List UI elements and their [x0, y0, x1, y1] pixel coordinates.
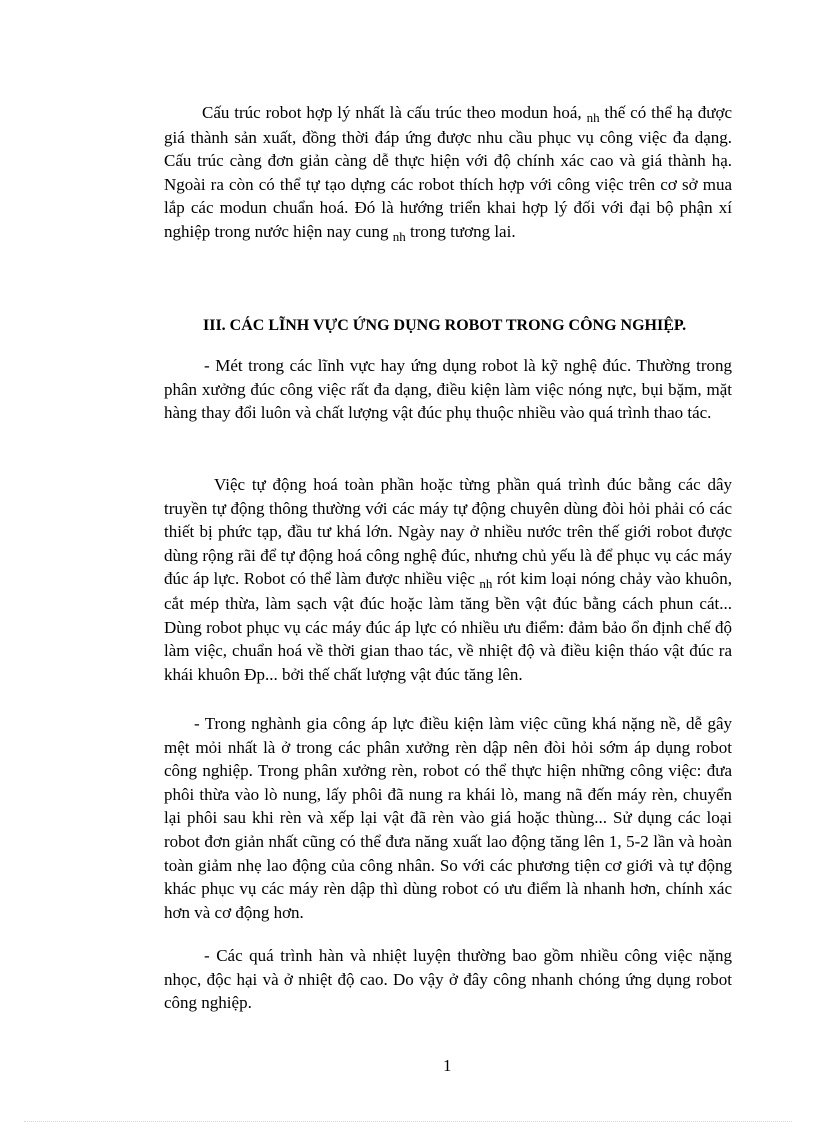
paragraph-text: - Mét trong các lĩnh vực hay ứng dụng robot là kỹ nghệ đúc. Thường trong phân xưởng đúc công việc rất đa dạng, điều kiện làm việc nóng nực, bụi bặm, mặt hàng thay đổi luôn và chất lượng vật đúc phụ thuộc nhiều vào quá trình thao tác. [164, 356, 732, 423]
paragraph-text: - Trong nghành gia công áp lực điều kiện làm việc cũng khá nặng nề, dễ gây mệt mỏi nhất là ở trong các phân xưởng rèn dập nên đòi hỏi sớm áp dụng robot công nghiệp. Trong phân xưởng rèn, robot có thể thực hiện những công việc: đưa phôi thừa vào lò nung, lấy phôi đã nung ra khái lò, mang nã đến máy rèn, chuyển lại phôi sau khi rèn và xếp lại vật đã rèn vào giá hoặc thùng... Sử dụng các loại robot đơn giản nhất cũng có thể đưa năng xuất lao động tăng lên 1, 5-2 lần và hoàn toàn giảm nhẹ lao động của công nhân. So với các phương tiện cơ giới và tự động khác phục vụ các máy rèn dập thì dùng robot có ưu điểm là nhanh hơn, chính xác hơn và cơ động hơn. [164, 714, 732, 922]
paragraph-forging [164, 712, 732, 924]
paragraph-modular-structure [164, 101, 732, 245]
paragraph-text: Cấu trúc robot hợp lý nhất là cấu trúc theo modun hoá, [202, 103, 587, 122]
subscript-fragment: nh [586, 110, 600, 125]
subscript-fragment: nh [479, 576, 493, 592]
paragraph-welding [164, 944, 732, 1015]
paragraph-text: thế có thể hạ được giá thành sản xuất, đồng thời đáp ứng được nhu cầu phục vụ công việc đa dạng. Cấu trúc càng đơn giản càng dễ thực hiện với độ chính xác cao và giá thành hạ. Ngoài ra còn có thể tự tạo dựng các robot thích hợp với công việc trên cơ sở mua lắp các modun chuẩn hoá. Đó là hướng triển khai hợp lý đối với đại bộ phận xí nghiệp trong nước hiện nay cung [164, 103, 732, 241]
paragraph-casting [164, 354, 732, 425]
subscript-fragment: nh [392, 228, 406, 244]
paragraph-text: Việc tự động hoá toàn phần hoặc từng phần quá trình đúc bằng các dây truyền tự động thông thường với các máy tự động chuyên dùng đòi hỏi phải có các thiết bị phức tạp, đầu tư khá lớn. Ngày nay ở nhiều nước trên thế giới robot được dùng rộng rãi để tự động hoá công nghệ đúc, nhưng chủ yếu là để phục vụ các máy đúc áp lực. Robot có thể làm được nhiều việc [164, 475, 732, 589]
paragraph-text: rót kim loại nóng chảy vào khuôn, cắt mép thừa, làm sạch vật đúc hoặc làm tăng bền vật đúc bằng cách phun cát... Dùng robot phục vụ các máy đúc áp lực có nhiều ưu điểm: đảm bảo ổn định chế độ làm việc, chuẩn hoá về thời gian thao tác, về nhiệt độ và điều kiện tháo vật đúc ra khái khuôn Đp... bởi thế chất lượng vật đúc tăng lên. [164, 569, 732, 684]
page-bottom-divider [24, 1121, 792, 1122]
paragraph-text: trong tương lai. [405, 221, 516, 241]
paragraph-text: - Các quá trình hàn và nhiệt luyện thường bao gồm nhiều công việc nặng nhọc, độc hại và ở nhiệt độ cao. Do vậy ở đây công nhanh chóng ứng dụng robot công nghiệp. [164, 946, 732, 1013]
paragraph-casting-automation [164, 473, 732, 686]
section-heading: III. CÁC LĨNH VỰC ỨNG DỤNG ROBOT TRONG CÔNG NGHIỆP. [203, 317, 687, 334]
page-number: 1 [443, 1056, 452, 1075]
